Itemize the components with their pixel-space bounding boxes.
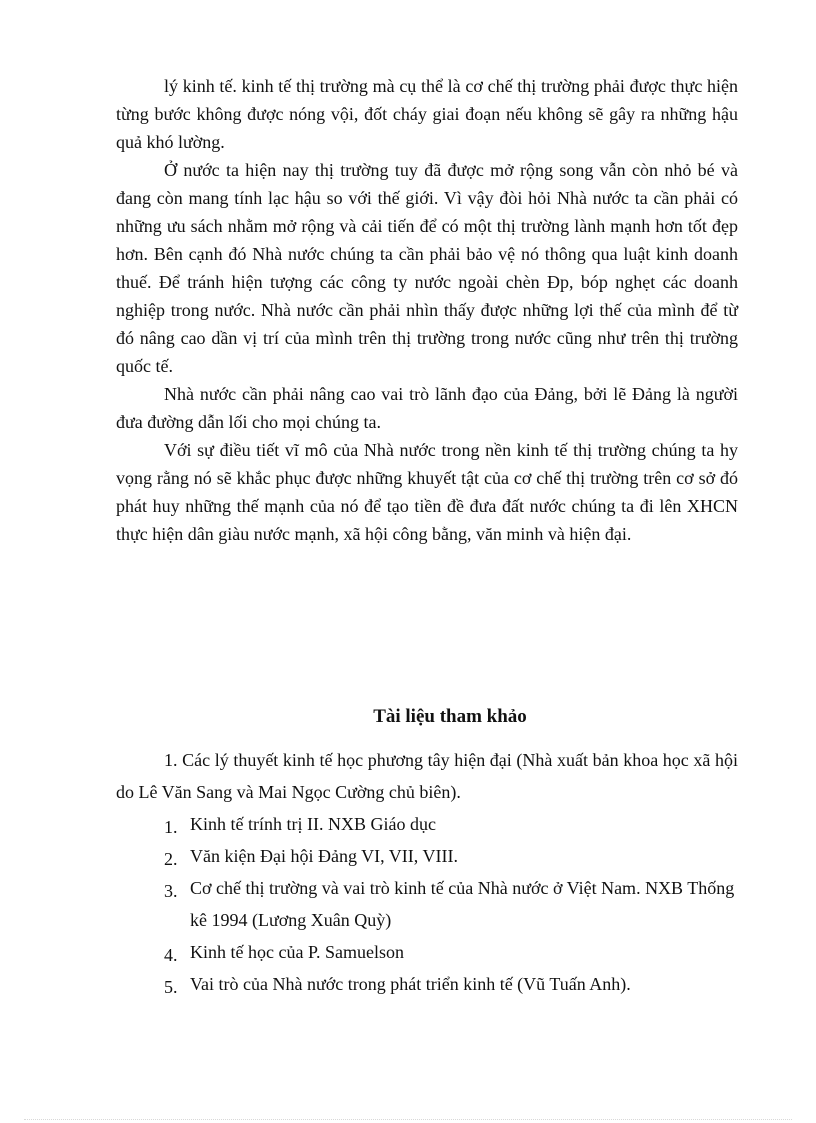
reference-item [116, 840, 738, 872]
reference-text: Văn kiện Đại hội Đảng VI, VII, VIII. [190, 846, 458, 866]
reference-number: 2. [164, 849, 178, 869]
paragraph: Nhà nước cần phải nâng cao vai trò lãnh đạo của Đảng, bởi lẽ Đảng là người đưa đường dẫn lối cho mọi chúng ta. [116, 384, 738, 432]
reference-item [116, 808, 738, 840]
page-bottom-divider [24, 1119, 792, 1120]
paragraph: Với sự điều tiết vĩ mô của Nhà nước trong nền kinh tế thị trường chúng ta hy vọng rằng nó sẽ khắc phục được những khuyết tật của cơ chế thị trường trên cơ sở đó phát huy những thế mạnh của nó để tạo tiền đề đưa đất nước chúng ta đi lên XHCN thực hiện dân giàu nước mạnh, xã hội công bằng, văn minh và hiện đại. [116, 440, 738, 544]
reference-item [116, 936, 738, 968]
reference-text: Kinh tế học của P. Samuelson [190, 942, 404, 962]
reference-number: 5. [164, 977, 178, 997]
reference-number: 1. [164, 817, 178, 837]
reference-text: Cơ chế thị trường và vai trò kinh tế của Nhà nước ở Việt Nam. NXB Thống kê 1994 (Lương Xuân Quỳ) [190, 878, 735, 930]
paragraph: Ở nước ta hiện nay thị trường tuy đã được mở rộng song vẫn còn nhỏ bé và đang còn mang tính lạc hậu so với thế giới. Vì vậy đòi hỏi Nhà nước ta cần phải có những ưu sách nhằm mở rộng và cải tiến để có một thị trường lành mạnh hơn tốt đẹp hơn. Bên cạnh đó Nhà nước chúng ta cần phải bảo vệ nó thông qua luật kinh doanh thuế. Để tránh hiện tượng các công ty nước ngoài chèn Đp, bóp nghẹt các doanh nghiệp trong nước. Nhà nước cần phải nhìn thấy được những lợi thế của mình để từ đó nâng cao dần vị trí của mình trên thị trường trong nước cũng như trên thị trường quốc tế. [116, 160, 738, 376]
reference-text: Vai trò của Nhà nước trong phát triển kinh tế (Vũ Tuấn Anh). [190, 974, 631, 994]
reference-number: 3. [164, 881, 178, 901]
references-heading: Tài liệu tham khảo [373, 706, 527, 727]
reference-list [116, 808, 738, 1000]
paragraph: lý kinh tế. kinh tế thị trường mà cụ thể là cơ chế thị trường phải được thực hiện từng bước không được nóng vội, đốt cháy giai đoạn nếu không sẽ gây ra những hậu quả khó lường. [116, 76, 738, 152]
reference-first-item: 1. Các lý thuyết kinh tế học phương tây hiện đại (Nhà xuất bản khoa học xã hội do Lê Văn Sang và Mai Ngọc Cường chủ biên). [116, 750, 738, 802]
reference-text: Kinh tế trính trị II. NXB Giáo dục [190, 814, 436, 834]
body-text [116, 72, 738, 548]
reference-item [116, 872, 738, 936]
reference-number: 4. [164, 945, 178, 965]
reference-intro [116, 744, 738, 808]
reference-item [116, 968, 738, 1000]
